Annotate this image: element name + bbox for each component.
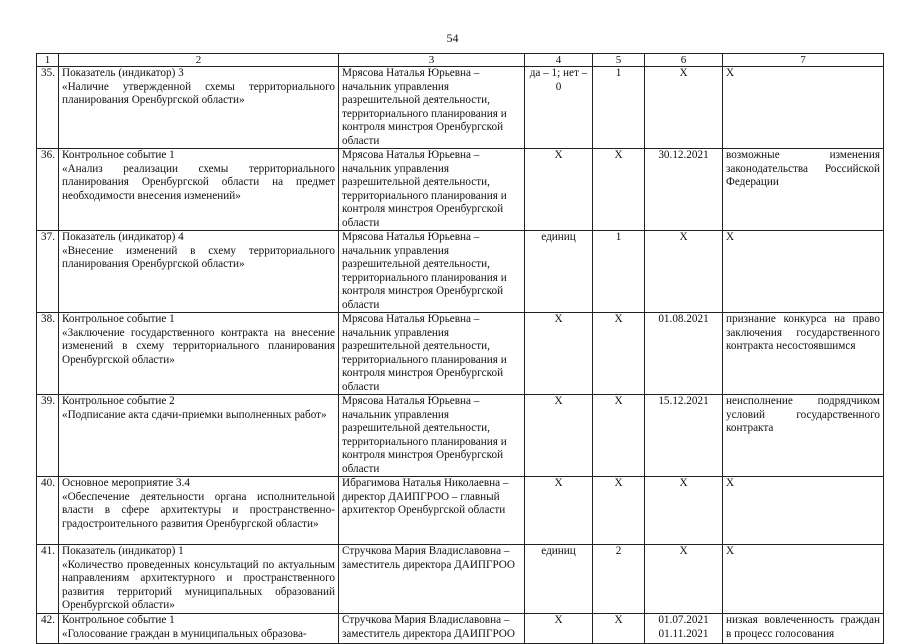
plan-table: [36, 53, 884, 644]
table-row: [37, 313, 884, 395]
row-number-text: 41.: [41, 545, 55, 557]
measure-cell: [59, 614, 339, 644]
row-number-text: 35.: [41, 67, 55, 79]
target-value: X: [614, 614, 623, 626]
row-number: [37, 67, 59, 149]
table-row: [37, 614, 884, 644]
row-number-text: 40.: [41, 477, 55, 489]
risk-cell: [723, 149, 884, 231]
header-col-6: 6: [645, 54, 723, 67]
responsible-cell: [339, 149, 525, 231]
risk-cell: [723, 395, 884, 477]
page-number: 54: [446, 31, 459, 45]
measure-title: Показатель (индикатор) 4: [62, 231, 184, 243]
risk-cell: [723, 313, 884, 395]
risk-value: неисполнение подрядчиком условий государственного контракта: [726, 395, 880, 434]
target-cell: [593, 395, 645, 477]
target-value: X: [614, 477, 623, 489]
header-col-5: 5: [593, 54, 645, 67]
row-number-text: 36.: [41, 149, 55, 161]
date-value: 01.07.2021 01.11.2021: [658, 614, 709, 640]
table-row: [37, 395, 884, 477]
measure-cell: [59, 231, 339, 313]
row-number: [37, 395, 59, 477]
date-value: 01.08.2021: [658, 313, 709, 325]
date-cell: [645, 313, 723, 395]
header-col-7: 7: [723, 54, 884, 67]
measure-title: Контрольное событие 1: [62, 313, 175, 325]
target-cell: [593, 231, 645, 313]
responsible-cell: [339, 67, 525, 149]
header-col-1: 1: [37, 54, 59, 67]
target-value: X: [614, 149, 623, 161]
date-value: 15.12.2021: [658, 395, 709, 407]
measure-cell: [59, 545, 339, 614]
unit-value: единиц: [541, 231, 576, 243]
date-cell: [645, 614, 723, 644]
target-cell: [593, 67, 645, 149]
target-value: 1: [615, 231, 622, 243]
date-cell: [645, 395, 723, 477]
responsible-person: Стручкова Мария Владиславовна – заместитель директора ДАИПГРОО: [342, 545, 515, 571]
measure-title: Контрольное событие 2: [62, 395, 175, 407]
target-cell: [593, 313, 645, 395]
row-number: [37, 614, 59, 644]
date-value: X: [679, 477, 688, 489]
risk-value: низкая вовлеченность граждан в процесс голосования: [726, 614, 880, 640]
measure-title: Основное мероприятие 3.4: [62, 477, 190, 489]
measure-description: «Подписание акта сдачи-приемки выполненных работ»: [62, 408, 327, 421]
measure-description: «Голосование граждан в муниципальных образова-: [62, 627, 307, 640]
unit-cell: [525, 614, 593, 644]
responsible-person: Мрясова Наталья Юрьевна – начальник управления разрешительной деятельности, территориального планирования и контроля минстроя Оренбургской области: [342, 231, 507, 311]
measure-description: «Внесение изменений в схему территориального планирования Оренбургской области»: [62, 244, 335, 270]
risk-value: возможные изменения законодательства Российской Федерации: [726, 149, 880, 188]
responsible-cell: [339, 313, 525, 395]
target-value: X: [614, 395, 623, 407]
responsible-cell: [339, 477, 525, 545]
measure-cell: [59, 149, 339, 231]
responsible-cell: [339, 614, 525, 644]
responsible-person: Стручкова Мария Владиславовна – заместитель директора ДАИПГРОО: [342, 614, 515, 640]
responsible-person: Мрясова Наталья Юрьевна – начальник управления разрешительной деятельности, территориального планирования и контроля минстроя Оренбургской области: [342, 67, 507, 147]
target-cell: [593, 545, 645, 614]
measure-cell: [59, 313, 339, 395]
responsible-cell: [339, 545, 525, 614]
unit-value: X: [554, 313, 563, 325]
unit-value: X: [554, 395, 563, 407]
risk-value: признание конкурса на право заключения государственного контракта несостоявшимся: [726, 313, 880, 352]
risk-cell: [723, 545, 884, 614]
measure-cell: [59, 67, 339, 149]
date-value: X: [679, 545, 688, 557]
date-cell: [645, 545, 723, 614]
risk-cell: [723, 67, 884, 149]
unit-cell: [525, 545, 593, 614]
measure-title: Показатель (индикатор) 1: [62, 545, 184, 557]
risk-value: X: [726, 231, 735, 243]
risk-value: X: [726, 545, 735, 557]
unit-cell: [525, 477, 593, 545]
date-value: 30.12.2021: [658, 149, 709, 161]
row-number-text: 37.: [41, 231, 55, 243]
row-number-text: 42.: [41, 614, 55, 626]
date-cell: [645, 149, 723, 231]
responsible-person: Мрясова Наталья Юрьевна – начальник управления разрешительной деятельности, территориального планирования и контроля минстроя Оренбургской области: [342, 313, 507, 393]
target-value: 1: [615, 67, 622, 79]
unit-cell: [525, 395, 593, 477]
row-number-text: 39.: [41, 395, 55, 407]
target-cell: [593, 614, 645, 644]
responsible-person: Мрясова Наталья Юрьевна – начальник управления разрешительной деятельности, территориального планирования и контроля минстроя Оренбургской области: [342, 149, 507, 229]
date-cell: [645, 67, 723, 149]
measure-title: Контрольное событие 1: [62, 149, 175, 161]
target-cell: [593, 149, 645, 231]
measure-cell: [59, 395, 339, 477]
row-number: [37, 149, 59, 231]
measure-cell: [59, 477, 339, 545]
measure-title: Контрольное событие 1: [62, 614, 175, 626]
risk-cell: [723, 477, 884, 545]
target-value: X: [614, 313, 623, 325]
unit-value: да – 1; нет – 0: [529, 67, 588, 93]
responsible-person: Ибрагимова Наталья Николаевна – директор ДАИПГРОО – главный архитектор Оренбургской области: [342, 477, 509, 516]
row-number: [37, 231, 59, 313]
table-row: [37, 231, 884, 313]
unit-cell: [525, 231, 593, 313]
unit-cell: [525, 313, 593, 395]
table-row: [37, 545, 884, 614]
date-cell: [645, 231, 723, 313]
date-value: X: [679, 67, 688, 79]
unit-value: единиц: [541, 545, 576, 557]
measure-description: «Анализ реализации схемы территориального планирования Оренбургской области на предмет необходимости внесения изменений»: [62, 162, 335, 202]
measure-title: Показатель (индикатор) 3: [62, 67, 184, 79]
table-row: [37, 149, 884, 231]
measure-description: «Количество проведенных консультаций по актуальным направлениям архитектурного и пространственного развития территорий муниципальных образований Оренбургской области»: [62, 558, 335, 611]
measure-description: «Заключение государственного контракта на внесение изменений в схему территориального планирования Оренбургской области»: [62, 326, 335, 366]
unit-value: X: [554, 149, 563, 161]
row-number: [37, 545, 59, 614]
table-row: [37, 477, 884, 545]
measure-description: «Обеспечение деятельности органа исполнительной власти в сфере архитектуры и пространственно-градостроительного развития Оренбургской области»: [62, 490, 335, 530]
unit-value: X: [554, 477, 563, 489]
responsible-cell: [339, 395, 525, 477]
responsible-cell: [339, 231, 525, 313]
date-value: X: [679, 231, 688, 243]
risk-cell: [723, 614, 884, 644]
row-number: [37, 477, 59, 545]
unit-cell: [525, 149, 593, 231]
risk-cell: [723, 231, 884, 313]
risk-value: X: [726, 67, 735, 79]
date-cell: [645, 477, 723, 545]
responsible-person: Мрясова Наталья Юрьевна – начальник управления разрешительной деятельности, территориального планирования и контроля минстроя Оренбургской области: [342, 395, 507, 475]
target-cell: [593, 477, 645, 545]
row-number-text: 38.: [41, 313, 55, 325]
row-number: [37, 313, 59, 395]
table-row: [37, 67, 884, 149]
header-col-4: 4: [525, 54, 593, 67]
unit-value: X: [554, 614, 563, 626]
header-row: [37, 54, 884, 67]
unit-cell: [525, 67, 593, 149]
target-value: 2: [615, 545, 622, 557]
header-col-3: 3: [339, 54, 525, 67]
risk-value: X: [726, 477, 735, 489]
header-col-2: 2: [59, 54, 339, 67]
measure-description: «Наличие утвержденной схемы территориального планирования Оренбургской области»: [62, 80, 335, 106]
